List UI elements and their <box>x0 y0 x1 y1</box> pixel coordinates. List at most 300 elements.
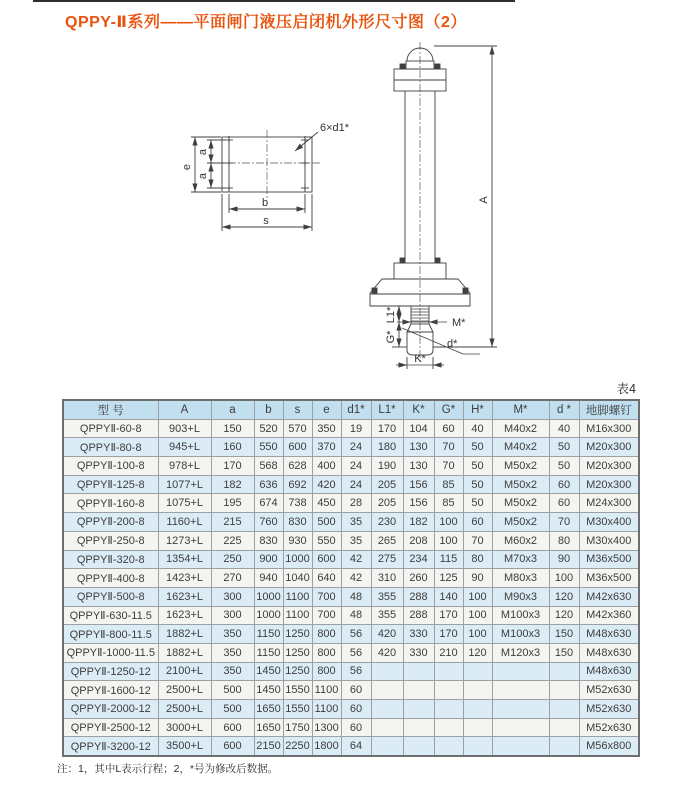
cell: 56 <box>341 625 371 644</box>
cell: M16x300 <box>579 419 639 438</box>
cell: 24 <box>341 457 371 476</box>
cell: 355 <box>371 606 403 625</box>
cell <box>434 662 463 681</box>
column-header: K* <box>403 400 434 419</box>
table-row <box>63 662 639 681</box>
cell: 2500+L <box>158 700 211 719</box>
cell: 2100+L <box>158 662 211 681</box>
cell: 42 <box>341 569 371 588</box>
cell: QPPYⅡ-1250-12 <box>63 662 158 681</box>
cell: 215 <box>211 513 254 532</box>
cell: 1450 <box>254 681 283 700</box>
cell: M80x3 <box>492 569 549 588</box>
column-header: M* <box>492 400 549 419</box>
cell: 60 <box>341 681 371 700</box>
cell <box>463 718 492 737</box>
cell <box>434 700 463 719</box>
cell: 180 <box>371 438 403 457</box>
cell: 265 <box>371 531 403 550</box>
column-header: A <box>158 400 211 419</box>
cell: 1623+L <box>158 587 211 606</box>
cell: 1100 <box>312 700 341 719</box>
cell: 300 <box>211 587 254 606</box>
cell: M20x300 <box>579 438 639 457</box>
cell: QPPYⅡ-125-8 <box>63 475 158 494</box>
cell: M50x2 <box>492 457 549 476</box>
cell: 978+L <box>158 457 211 476</box>
cell: 100 <box>463 606 492 625</box>
cell: 42 <box>341 550 371 569</box>
cell <box>371 718 403 737</box>
cell: 150 <box>549 643 579 662</box>
cell: 674 <box>254 494 283 513</box>
cell: M42x630 <box>579 587 639 606</box>
cell: 700 <box>312 606 341 625</box>
cell: 600 <box>211 718 254 737</box>
table-row <box>63 531 639 550</box>
cell: 350 <box>211 625 254 644</box>
cell: M40x2 <box>492 419 549 438</box>
cell: 550 <box>254 438 283 457</box>
cell: QPPYⅡ-630-11.5 <box>63 606 158 625</box>
cell: 90 <box>463 569 492 588</box>
cell: 830 <box>254 531 283 550</box>
holes-label: 6×d1* <box>320 122 350 134</box>
cell <box>434 737 463 756</box>
cell: M30x400 <box>579 531 639 550</box>
cell: 70 <box>463 531 492 550</box>
cell <box>371 700 403 719</box>
dim-label-G: G* <box>385 330 397 344</box>
cell <box>492 681 549 700</box>
table-row <box>63 550 639 569</box>
cell: 350 <box>211 662 254 681</box>
cell: 19 <box>341 419 371 438</box>
cell: 195 <box>211 494 254 513</box>
cell: 930 <box>283 531 312 550</box>
cell: QPPYⅡ-1000-11.5 <box>63 643 158 662</box>
cell: 170 <box>211 457 254 476</box>
cell: 2500+L <box>158 681 211 700</box>
column-header: H* <box>463 400 492 419</box>
cell <box>549 681 579 700</box>
cell: 80 <box>463 550 492 569</box>
cell: 125 <box>434 569 463 588</box>
cell: 568 <box>254 457 283 476</box>
column-header: s <box>283 400 312 419</box>
table-row <box>63 718 639 737</box>
column-header: L1* <box>371 400 403 419</box>
cell: M40x2 <box>492 438 549 457</box>
table-row <box>63 475 639 494</box>
cell: 70 <box>549 513 579 532</box>
cell: 1250 <box>283 662 312 681</box>
cell: 1550 <box>283 681 312 700</box>
cell <box>549 662 579 681</box>
cell: M48x630 <box>579 643 639 662</box>
cell: 830 <box>283 513 312 532</box>
cell: M48x630 <box>579 625 639 644</box>
cell: 692 <box>283 475 312 494</box>
table-row <box>63 700 639 719</box>
table-row <box>63 419 639 438</box>
cell <box>403 681 434 700</box>
cell: 104 <box>403 419 434 438</box>
cell: 700 <box>312 587 341 606</box>
dim-label-M: M* <box>452 317 466 329</box>
cell: 330 <box>403 643 434 662</box>
cell: 945+L <box>158 438 211 457</box>
cell: 350 <box>211 643 254 662</box>
cell: 1450 <box>254 662 283 681</box>
cell: 1750 <box>283 718 312 737</box>
cell: QPPYⅡ-2000-12 <box>63 700 158 719</box>
cell: 1250 <box>283 643 312 662</box>
cell: 50 <box>463 475 492 494</box>
cell: 1100 <box>283 587 312 606</box>
cell: 800 <box>312 625 341 644</box>
cell: 1150 <box>254 625 283 644</box>
table-row <box>63 513 639 532</box>
cell: 85 <box>434 475 463 494</box>
cell: M20x300 <box>579 457 639 476</box>
table-row <box>63 494 639 513</box>
cell: 170 <box>434 606 463 625</box>
cell: 1000 <box>283 550 312 569</box>
cell: 50 <box>549 457 579 476</box>
cell: 100 <box>463 625 492 644</box>
cell: 60 <box>549 475 579 494</box>
cell: 3500+L <box>158 737 211 756</box>
cell: 370 <box>312 438 341 457</box>
cell: 115 <box>434 550 463 569</box>
cell: 156 <box>403 475 434 494</box>
cell: 310 <box>371 569 403 588</box>
cell: 275 <box>371 550 403 569</box>
column-header: 型 号 <box>63 400 158 419</box>
cell: 3000+L <box>158 718 211 737</box>
cell: 24 <box>341 438 371 457</box>
cell: 520 <box>254 419 283 438</box>
cell: 210 <box>434 643 463 662</box>
cell: 1077+L <box>158 475 211 494</box>
cell: 800 <box>312 662 341 681</box>
cell: 355 <box>371 587 403 606</box>
cell: 50 <box>463 457 492 476</box>
cell: 205 <box>371 494 403 513</box>
cell: 1160+L <box>158 513 211 532</box>
cell: 2250 <box>283 737 312 756</box>
cell: QPPYⅡ-500-8 <box>63 587 158 606</box>
cell: 40 <box>463 419 492 438</box>
cell <box>492 737 549 756</box>
column-header: d * <box>549 400 579 419</box>
cell: 48 <box>341 587 371 606</box>
cell: 70 <box>434 438 463 457</box>
cell: 28 <box>341 494 371 513</box>
cell: 1354+L <box>158 550 211 569</box>
cell: M100x3 <box>492 606 549 625</box>
cell: M20x300 <box>579 475 639 494</box>
table-row <box>63 681 639 700</box>
cell <box>549 737 579 756</box>
cell: M50x2 <box>492 513 549 532</box>
cell: 1882+L <box>158 643 211 662</box>
cell: 500 <box>211 700 254 719</box>
cell: M36x500 <box>579 569 639 588</box>
table-row <box>63 438 639 457</box>
cell <box>403 718 434 737</box>
cell: 400 <box>312 457 341 476</box>
cell: 250 <box>211 550 254 569</box>
dim-label-K: K* <box>414 353 426 365</box>
cell: 300 <box>211 606 254 625</box>
cell <box>463 662 492 681</box>
cell: 120 <box>549 587 579 606</box>
cell: 1550 <box>283 700 312 719</box>
cell: 640 <box>312 569 341 588</box>
cell: QPPYⅡ-100-8 <box>63 457 158 476</box>
dim-label-A: A <box>478 196 490 204</box>
cell <box>434 681 463 700</box>
cell: 1000 <box>254 606 283 625</box>
cell: 1150 <box>254 643 283 662</box>
top-view-drawing <box>191 130 321 231</box>
cell: 330 <box>403 625 434 644</box>
cell: M50x2 <box>492 494 549 513</box>
cell: QPPYⅡ-1600-12 <box>63 681 158 700</box>
cell: 450 <box>312 494 341 513</box>
cell: 208 <box>403 531 434 550</box>
table-row <box>63 625 639 644</box>
cell: 940 <box>254 569 283 588</box>
cell: 150 <box>211 419 254 438</box>
table-number-label: 表4 <box>616 382 636 396</box>
dim-label-L1: L1* <box>385 306 397 324</box>
cell: 1800 <box>312 737 341 756</box>
table-row <box>63 587 639 606</box>
table-row <box>63 569 639 588</box>
cell: M48x630 <box>579 662 639 681</box>
table-header-row <box>63 400 639 419</box>
cell: 628 <box>283 457 312 476</box>
cell: 600 <box>312 550 341 569</box>
cell: 420 <box>312 475 341 494</box>
cell <box>403 737 434 756</box>
cell: M120x3 <box>492 643 549 662</box>
cell: 234 <box>403 550 434 569</box>
dim-label-e: e <box>181 163 193 171</box>
cell: M56x800 <box>579 737 639 756</box>
cell <box>463 737 492 756</box>
cell: 500 <box>312 513 341 532</box>
column-header: e <box>312 400 341 419</box>
table-row <box>63 737 639 756</box>
cell: 550 <box>312 531 341 550</box>
cell: M70x3 <box>492 550 549 569</box>
cell: QPPYⅡ-80-8 <box>63 438 158 457</box>
cell: 230 <box>371 513 403 532</box>
cell: 24 <box>341 475 371 494</box>
column-header: a <box>211 400 254 419</box>
cell: 150 <box>549 625 579 644</box>
cell: 100 <box>434 531 463 550</box>
cell: 903+L <box>158 419 211 438</box>
page-title: QPPY-Ⅱ系列——平面闸门液压启闭机外形尺寸图（2） <box>65 14 467 31</box>
column-header: b <box>254 400 283 419</box>
cell: 130 <box>403 438 434 457</box>
footnote: 注：1，其中L表示行程；2，*号为修改后数据。 <box>57 763 279 775</box>
cell: 1250 <box>283 625 312 644</box>
column-header: d1* <box>341 400 371 419</box>
cell: 2150 <box>254 737 283 756</box>
cell: 420 <box>371 643 403 662</box>
column-header: G* <box>434 400 463 419</box>
cell: 738 <box>283 494 312 513</box>
cell: 270 <box>211 569 254 588</box>
cell: 1623+L <box>158 606 211 625</box>
cell: M36x500 <box>579 550 639 569</box>
cell: QPPYⅡ-250-8 <box>63 531 158 550</box>
cell: 288 <box>403 606 434 625</box>
cell: 170 <box>434 625 463 644</box>
dim-label-d: d* <box>447 338 458 350</box>
column-header: 地脚螺钉 <box>579 400 639 419</box>
dim-label-s: s <box>263 215 269 227</box>
cell: 800 <box>312 643 341 662</box>
cell: 600 <box>283 438 312 457</box>
cell: 100 <box>463 587 492 606</box>
cell: 130 <box>403 457 434 476</box>
cell: 1300 <box>312 718 341 737</box>
cell: 600 <box>211 737 254 756</box>
cell: 1273+L <box>158 531 211 550</box>
cell: 120 <box>463 643 492 662</box>
cell: 50 <box>463 438 492 457</box>
cell <box>371 681 403 700</box>
cell: QPPYⅡ-3200-12 <box>63 737 158 756</box>
cell: 1882+L <box>158 625 211 644</box>
cell: 60 <box>463 513 492 532</box>
cell: QPPYⅡ-400-8 <box>63 569 158 588</box>
cell: 56 <box>341 643 371 662</box>
cell: 350 <box>312 419 341 438</box>
cell: 1040 <box>283 569 312 588</box>
cell <box>492 718 549 737</box>
cell <box>463 700 492 719</box>
cell: M90x3 <box>492 587 549 606</box>
cell: 182 <box>403 513 434 532</box>
cell <box>549 700 579 719</box>
cell: 48 <box>341 606 371 625</box>
table-row <box>63 643 639 662</box>
cell: 64 <box>341 737 371 756</box>
cell <box>549 718 579 737</box>
cell: 1650 <box>254 718 283 737</box>
cell: 182 <box>211 475 254 494</box>
cell: 50 <box>549 438 579 457</box>
cell: 1423+L <box>158 569 211 588</box>
cell: M24x300 <box>579 494 639 513</box>
cell: 420 <box>371 625 403 644</box>
cell: 100 <box>549 569 579 588</box>
cell: 140 <box>434 587 463 606</box>
cell: 570 <box>283 419 312 438</box>
cell: 120 <box>549 606 579 625</box>
cell: 80 <box>549 531 579 550</box>
cell: 60 <box>434 419 463 438</box>
cell: 56 <box>341 662 371 681</box>
cell: M42x360 <box>579 606 639 625</box>
cell: QPPYⅡ-800-11.5 <box>63 625 158 644</box>
cell: 225 <box>211 531 254 550</box>
cell: 1100 <box>312 681 341 700</box>
cell: 40 <box>549 419 579 438</box>
cell: M52x630 <box>579 718 639 737</box>
cell: 288 <box>403 587 434 606</box>
cell <box>403 700 434 719</box>
dim-label-b: b <box>261 197 269 209</box>
cell <box>492 662 549 681</box>
table-body <box>63 419 639 756</box>
table-row <box>63 457 639 476</box>
cell: 70 <box>434 457 463 476</box>
cell: 1100 <box>283 606 312 625</box>
cell: M100x3 <box>492 625 549 644</box>
cell: 205 <box>371 475 403 494</box>
dim-label-a1: a <box>197 148 209 156</box>
cell <box>492 700 549 719</box>
cell <box>463 681 492 700</box>
cell: 1000 <box>254 587 283 606</box>
cell: 160 <box>211 438 254 457</box>
cell: 60 <box>341 718 371 737</box>
cell: 190 <box>371 457 403 476</box>
cell: 636 <box>254 475 283 494</box>
cell: 90 <box>549 550 579 569</box>
cell: M52x630 <box>579 700 639 719</box>
spec-table-container <box>62 399 638 757</box>
cell: 170 <box>371 419 403 438</box>
cell: M50x2 <box>492 475 549 494</box>
cell: 100 <box>434 513 463 532</box>
cell: 60 <box>549 494 579 513</box>
cell: QPPYⅡ-60-8 <box>63 419 158 438</box>
table-row <box>63 606 639 625</box>
cell: QPPYⅡ-160-8 <box>63 494 158 513</box>
cell: 1650 <box>254 700 283 719</box>
cell: QPPYⅡ-2500-12 <box>63 718 158 737</box>
cell: 156 <box>403 494 434 513</box>
cell: 1075+L <box>158 494 211 513</box>
cell: QPPYⅡ-320-8 <box>63 550 158 569</box>
cell: M30x400 <box>579 513 639 532</box>
cell: 900 <box>254 550 283 569</box>
cell <box>434 718 463 737</box>
cell: 50 <box>463 494 492 513</box>
cell: 35 <box>341 531 371 550</box>
cell: 85 <box>434 494 463 513</box>
cell: 260 <box>403 569 434 588</box>
cell: 760 <box>254 513 283 532</box>
spec-table <box>62 399 640 757</box>
cell: 60 <box>341 700 371 719</box>
dim-label-a2: a <box>197 172 209 180</box>
cell: QPPYⅡ-200-8 <box>63 513 158 532</box>
cell: 500 <box>211 681 254 700</box>
cell <box>371 662 403 681</box>
cell: M60x2 <box>492 531 549 550</box>
